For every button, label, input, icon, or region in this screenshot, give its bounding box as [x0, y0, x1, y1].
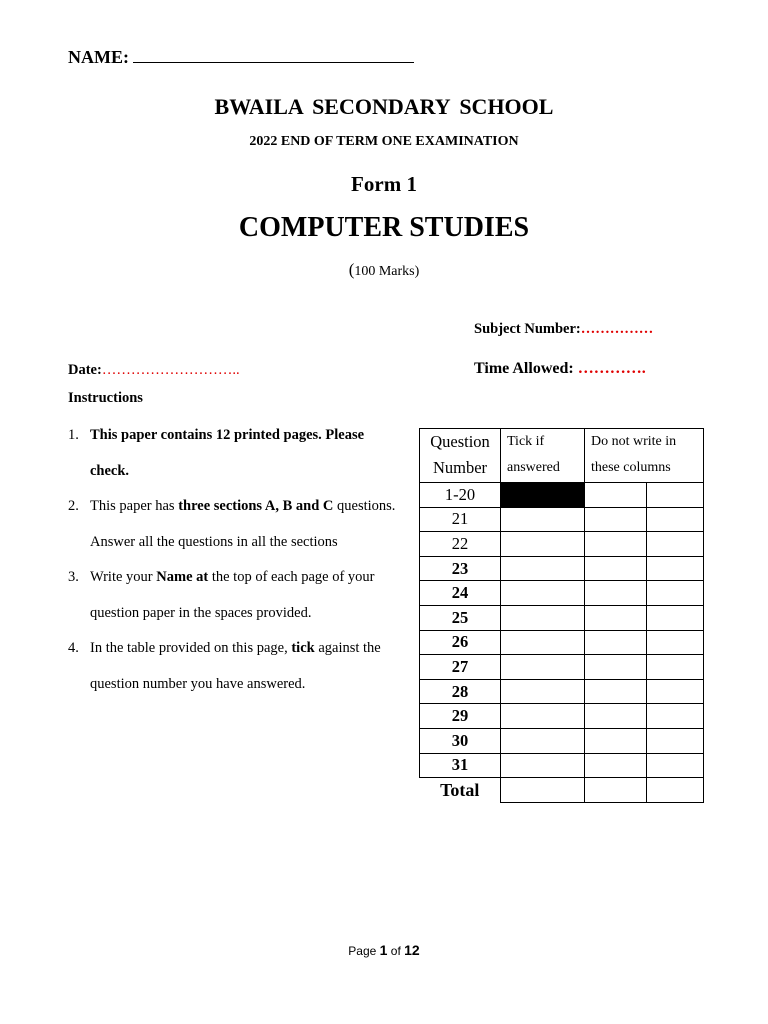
- subject-number-field: [474, 321, 653, 338]
- header-do-not-write: Do not write in these columns: [585, 429, 704, 483]
- question-number-cell: 29: [420, 704, 501, 729]
- date-field: [68, 362, 240, 379]
- tick-cell[interactable]: [501, 679, 585, 704]
- table-row: [420, 532, 704, 557]
- table-row: [420, 704, 704, 729]
- instruction-text: In the table provided on this page,: [90, 640, 292, 656]
- page-word: Page: [348, 944, 377, 958]
- instruction-text: This paper contains 12 printed pages. Please check.: [90, 427, 365, 479]
- instruction-number: 4.: [68, 640, 79, 656]
- name-field: [68, 46, 414, 68]
- tick-cell[interactable]: [501, 605, 585, 630]
- name-label: NAME:: [68, 47, 129, 67]
- examiner-cell: [647, 630, 704, 655]
- question-number-cell: 24: [420, 581, 501, 606]
- page-footer: [0, 942, 768, 958]
- marks-paren: (: [348, 260, 355, 279]
- instruction-item: [68, 418, 398, 489]
- instruction-number: 2.: [68, 498, 79, 514]
- page-number: 1: [379, 942, 388, 958]
- instruction-text: Write your: [90, 569, 157, 585]
- instruction-item: [68, 489, 398, 560]
- examiner-cell: [585, 605, 647, 630]
- total-examiner-cell: [647, 778, 704, 803]
- table-header-row: [420, 429, 704, 483]
- total-tick-cell: [501, 778, 585, 803]
- tick-cell[interactable]: [501, 655, 585, 680]
- header-question-number: Question Number: [420, 429, 501, 483]
- instruction-number: 3.: [68, 569, 79, 585]
- examiner-cell: [647, 581, 704, 606]
- header-tick-if-answered: Tick if answered: [501, 429, 585, 483]
- question-number-cell: 30: [420, 728, 501, 753]
- subject-number-label: Subject Number:: [474, 321, 581, 337]
- total-label: Total: [440, 779, 480, 800]
- instructions-title: Instructions: [68, 390, 143, 406]
- examiner-cell: [647, 655, 704, 680]
- table-row: [420, 630, 704, 655]
- instruction-emphasis: Name at: [156, 569, 209, 585]
- examiner-cell: [647, 532, 704, 557]
- table-row: [420, 556, 704, 581]
- instruction-emphasis: three sections A, B and C: [178, 498, 334, 514]
- total-marks: [0, 260, 768, 280]
- total-pages: 12: [404, 942, 420, 958]
- examiner-cell: [647, 753, 704, 778]
- time-allowed-field: [474, 360, 646, 378]
- examiner-cell: [585, 483, 647, 508]
- question-number-cell: 27: [420, 655, 501, 680]
- examiner-cell: [585, 630, 647, 655]
- name-blank-line: [133, 46, 414, 63]
- question-tick-table: [419, 428, 704, 803]
- instruction-text: against the question number you have answered.: [90, 640, 381, 692]
- tick-cell[interactable]: [501, 704, 585, 729]
- total-examiner-cell: [585, 778, 647, 803]
- time-allowed-dots: ………….: [577, 360, 646, 377]
- question-number-cell: 1-20: [420, 483, 501, 508]
- instruction-item: [68, 631, 398, 702]
- question-number-cell: 28: [420, 679, 501, 704]
- examiner-cell: [585, 704, 647, 729]
- examiner-cell: [585, 753, 647, 778]
- table-row: [420, 483, 704, 508]
- table-total-row: [420, 778, 704, 803]
- table-row: [420, 507, 704, 532]
- tick-cell[interactable]: [501, 728, 585, 753]
- examiner-cell: [647, 483, 704, 508]
- exam-title: 2022 END OF TERM ONE EXAMINATION: [249, 134, 519, 149]
- question-number-cell: 25: [420, 605, 501, 630]
- examiner-cell: [585, 532, 647, 557]
- examiner-cell: [647, 728, 704, 753]
- examiner-cell: [585, 655, 647, 680]
- table-row: [420, 581, 704, 606]
- date-label: Date:: [68, 362, 102, 378]
- instruction-item: [68, 560, 398, 631]
- instruction-number: 1.: [68, 427, 79, 443]
- table-row: [420, 753, 704, 778]
- question-number-cell: 21: [420, 507, 501, 532]
- question-number-cell: 31: [420, 753, 501, 778]
- question-number-cell: 26: [420, 630, 501, 655]
- form-level: Form 1: [351, 172, 417, 196]
- instruction-text: the top of each page of your question paper in the spaces provided.: [90, 569, 375, 621]
- examiner-cell: [647, 507, 704, 532]
- of-word: of: [390, 944, 401, 958]
- table-row: [420, 728, 704, 753]
- marks-text: 100 Marks): [354, 264, 420, 279]
- examiner-cell: [585, 728, 647, 753]
- tick-cell[interactable]: [501, 507, 585, 532]
- subject-number-dots: ……………: [580, 321, 654, 337]
- examiner-cell: [585, 581, 647, 606]
- examiner-cell: [647, 605, 704, 630]
- tick-cell[interactable]: [501, 581, 585, 606]
- tick-cell-shaded: [501, 483, 585, 508]
- tick-cell[interactable]: [501, 630, 585, 655]
- examiner-cell: [647, 704, 704, 729]
- date-dots: ………………………..: [101, 362, 240, 378]
- instruction-text: This paper has: [90, 498, 179, 514]
- examiner-cell: [585, 679, 647, 704]
- question-number-cell: 23: [420, 556, 501, 581]
- subject-title: COMPUTER STUDIES: [238, 212, 530, 243]
- examiner-cell: [647, 556, 704, 581]
- school-name: BWAILA SECONDARY SCHOOL: [214, 94, 554, 119]
- tick-cell[interactable]: [501, 753, 585, 778]
- question-number-cell: 22: [420, 532, 501, 557]
- tick-cell[interactable]: [501, 556, 585, 581]
- instruction-emphasis: tick: [291, 640, 315, 656]
- instruction-text: questions. Answer all the questions in all the sections: [90, 498, 396, 550]
- table-row: [420, 655, 704, 680]
- instructions-list: [68, 418, 398, 702]
- table-row: [420, 605, 704, 630]
- time-allowed-label: Time Allowed:: [474, 360, 578, 377]
- examiner-cell: [585, 507, 647, 532]
- table-row: [420, 679, 704, 704]
- examiner-cell: [585, 556, 647, 581]
- examiner-cell: [647, 679, 704, 704]
- tick-cell[interactable]: [501, 532, 585, 557]
